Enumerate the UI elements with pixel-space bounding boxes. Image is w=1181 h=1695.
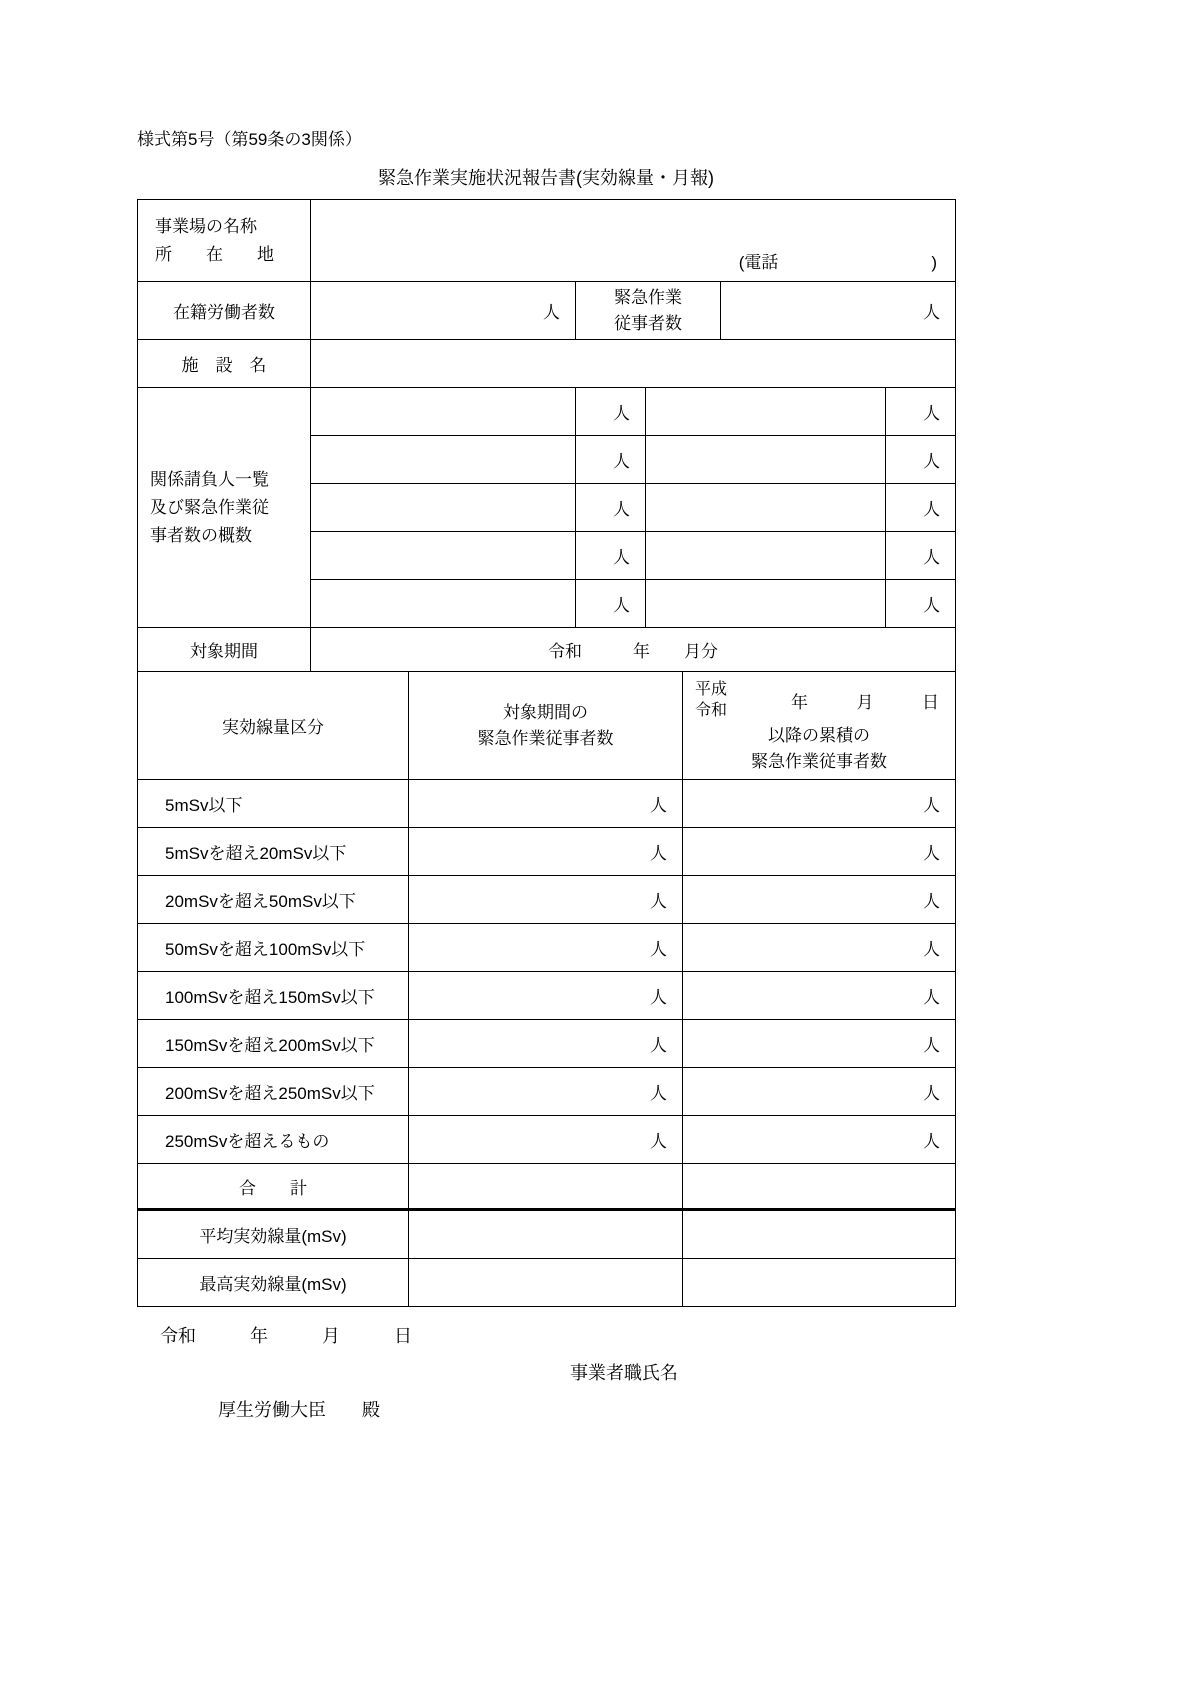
business-name-label: 事業場の名称 [155,216,257,236]
dose-row [138,1068,956,1116]
person-unit-label: 人 [543,303,560,322]
contractor-name-cell [646,580,886,628]
emergency-workers-label: 緊急作業 従事者数 [576,282,721,340]
era-reiwa-label: 令和 [695,702,728,719]
form-number: 様式第5号（第59条の3関係） [137,130,362,149]
contractor-name-cell [311,580,576,628]
dose-range-label: 200mSvを超え250mSv以下 [138,1068,409,1116]
period-workers-header: 対象期間の 緊急作業従事者数 [409,672,683,780]
cumulative-workers-header: 平成 令和 年 月 日 以降の累積の 緊急作業従事者数 [683,672,956,780]
employer-signature-label: 事業者職氏名 [570,1363,678,1383]
period-count-cell [409,1020,683,1068]
max-dose-row [138,1259,956,1307]
person-unit-label: 人 [923,500,941,519]
enrolled-workers-label: 在籍労働者数 [138,282,311,340]
cumulative-count-cell [683,972,956,1020]
person-unit-label: 人 [923,1036,940,1055]
dose-range-label: 50mSvを超え100mSv以下 [138,924,409,972]
person-unit-label: 人 [923,1084,940,1103]
contractor-count-cell [886,532,956,580]
person-unit-label: 人 [923,892,940,911]
person-unit-label: 人 [923,303,941,322]
period-count-cell [409,780,683,828]
dose-row [138,828,956,876]
person-unit-label: 人 [650,796,667,815]
contractor-name-cell [311,484,576,532]
contractor-name-cell [646,436,886,484]
contractor-count-cell [576,436,646,484]
contractor-count-cell [576,484,646,532]
person-unit-label: 人 [613,500,630,519]
dose-range-label: 5mSv以下 [138,780,409,828]
dose-range-label: 5mSvを超え20mSv以下 [138,828,409,876]
facility-name-label: 施 設 名 [138,340,311,388]
footer-date-line: 令和 年 月 日 [160,1326,412,1346]
contractor-count-cell [886,388,956,436]
person-unit-label: 人 [650,1132,667,1151]
era-date-row [683,672,955,723]
person-unit-label: 人 [650,892,667,911]
total-period-cell [409,1164,683,1210]
cumulative-count-cell [683,1116,956,1164]
workers-row [138,282,956,340]
cumulative-count-cell [683,1068,956,1116]
contractor-name-cell [646,532,886,580]
total-cumulative-cell [683,1164,956,1210]
dose-category-header: 実効線量区分 [138,672,409,780]
cumulative-count-cell [683,924,956,972]
facility-name-cell [311,340,956,388]
enrolled-workers-count-cell [311,282,576,340]
cumulative-count-cell [683,876,956,924]
period-count-cell [409,828,683,876]
period-count-cell [409,1068,683,1116]
contractor-count-cell [576,388,646,436]
dose-row [138,1020,956,1068]
cumulative-count-cell [683,828,956,876]
total-label: 合 計 [138,1164,409,1210]
period-value: 令和 年 月分 [311,628,956,672]
addressee-line: 厚生労働大臣 殿 [218,1400,380,1420]
dose-row [138,780,956,828]
dose-row [138,876,956,924]
dose-header-row [138,672,956,780]
business-name-address-label [138,200,311,282]
day-label: 日 [922,692,939,712]
cumulative-count-cell [683,1020,956,1068]
contractor-name-cell [311,436,576,484]
average-period-cell [409,1210,683,1259]
average-dose-row [138,1210,956,1259]
contractor-row [138,388,956,436]
business-row [138,200,956,282]
average-dose-label: 平均実効線量(mSv) [138,1210,409,1259]
person-unit-label: 人 [923,452,941,471]
contractor-name-cell [646,388,886,436]
dose-range-label: 100mSvを超え150mSv以下 [138,972,409,1020]
contractor-count-cell [576,532,646,580]
person-unit-label: 人 [650,844,667,863]
person-unit-label: 人 [923,404,941,423]
period-row [138,628,956,672]
period-count-cell [409,876,683,924]
dose-range-label: 150mSvを超え200mSv以下 [138,1020,409,1068]
contractor-count-cell [886,436,956,484]
dose-table [137,671,956,1307]
person-unit-label: 人 [923,796,940,815]
person-unit-label: 人 [923,1132,940,1151]
period-count-cell [409,972,683,1020]
phone-placeholder: (電話 ) [738,253,938,272]
dose-range-label: 20mSvを超え50mSv以下 [138,876,409,924]
contractor-name-cell [646,484,886,532]
person-unit-label: 人 [923,940,940,959]
facility-row [138,340,956,388]
max-dose-label: 最高実効線量(mSv) [138,1259,409,1307]
person-unit-label: 人 [613,548,630,567]
month-label: 月 [856,692,874,712]
person-unit-label: 人 [923,596,941,615]
address-label: 所 在 地 [155,244,274,264]
person-unit-label: 人 [923,548,941,567]
dose-row [138,1116,956,1164]
era-heisei-label: 平成 [695,681,728,698]
form-title: 緊急作業実施状況報告書(実効線量・月報) [378,168,714,188]
contractor-count-cell [886,580,956,628]
contractor-count-cell [576,580,646,628]
year-label: 年 [791,692,808,712]
total-row [138,1164,956,1210]
person-unit-label: 人 [613,404,630,423]
person-unit-label: 人 [613,452,630,471]
person-unit-label: 人 [923,844,940,863]
period-count-cell [409,1116,683,1164]
contractors-summary-label: 関係請負人一覧 及び緊急作業従 事者数の概数 [138,388,311,628]
dose-row [138,924,956,972]
cumulative-count-cell [683,780,956,828]
dose-row [138,972,956,1020]
person-unit-label: 人 [650,1036,667,1055]
contractor-name-cell [311,532,576,580]
contractor-count-cell [886,484,956,532]
average-cumulative-cell [683,1210,956,1259]
max-cumulative-cell [683,1259,956,1307]
contractor-name-cell [311,388,576,436]
top-table [137,199,956,672]
person-unit-label: 人 [650,988,667,1007]
person-unit-label: 人 [650,940,667,959]
dose-range-label: 250mSvを超えるもの [138,1116,409,1164]
business-info-cell [311,200,956,282]
person-unit-label: 人 [613,596,630,615]
period-label: 対象期間 [138,628,311,672]
person-unit-label: 人 [650,1084,667,1103]
max-period-cell [409,1259,683,1307]
person-unit-label: 人 [923,988,940,1007]
emergency-workers-count-cell [721,282,956,340]
period-count-cell [409,924,683,972]
